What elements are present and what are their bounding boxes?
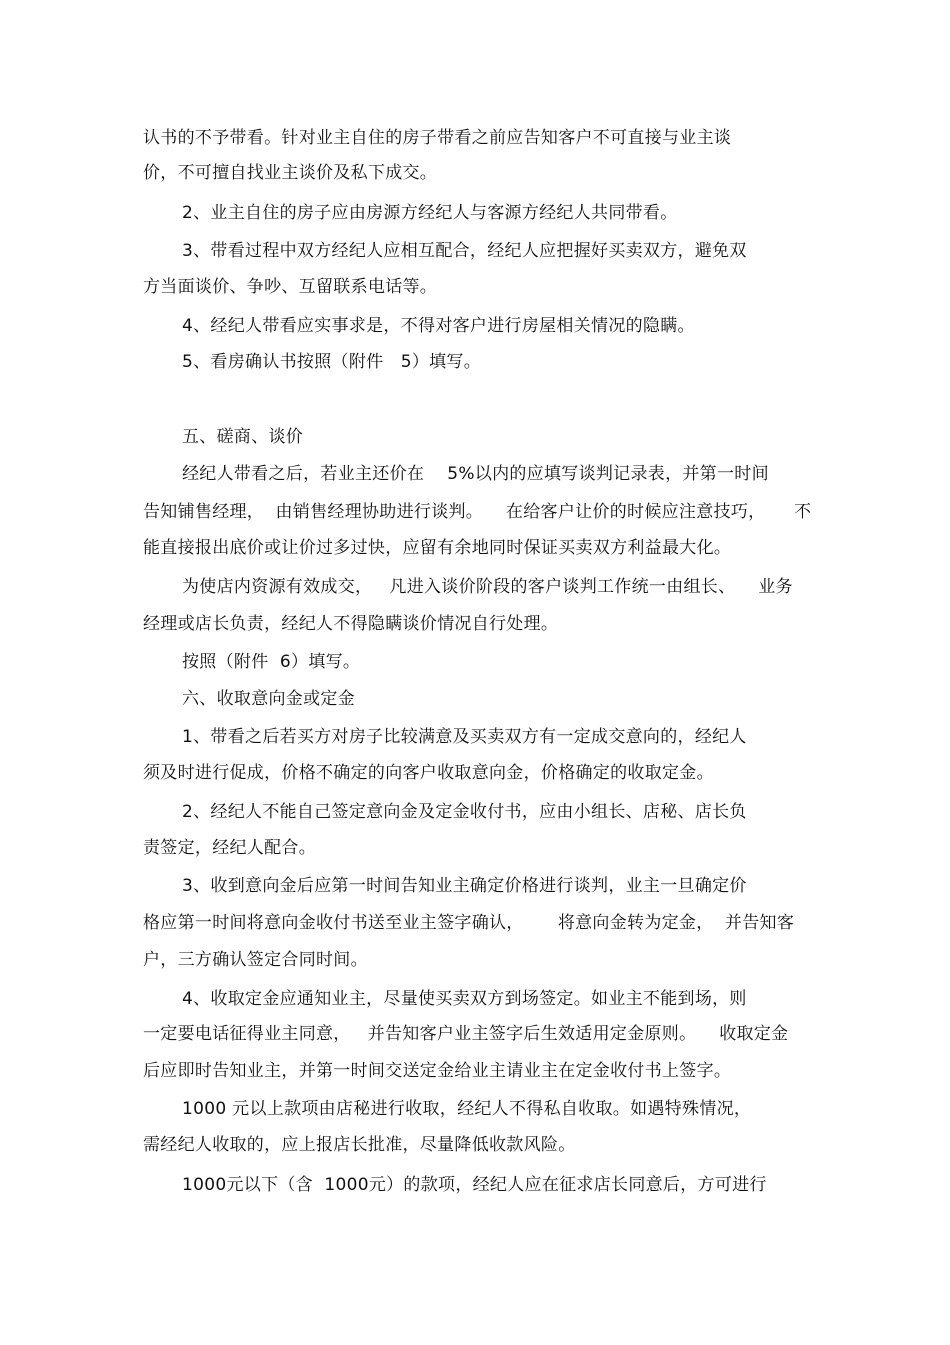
text-line-17: 须及时进行促成，价格不确定的向客户收取意向金，价格确定的收取定金。 xyxy=(143,763,714,783)
text-line-1: 认书的不予带看。针对业主自住的房子带看之前应告知客户不可直接与业主谈 xyxy=(143,128,732,148)
text-line-21: 格应第一时间将意向金收付书送至业主签字确认， 将意向金转为定金， 并告知客 xyxy=(143,913,795,933)
text-line-14: 按照（附件 6）填写。 xyxy=(182,652,361,672)
text-line-3: 2、业主自住的房子应由房源方经纪人与客源方经纪人共同带看。 xyxy=(182,203,678,223)
section-heading-6: 六、收取意向金或定金 xyxy=(182,689,355,709)
text-line-5: 方当面谈价、争吵、互留联系电话等。 xyxy=(143,277,438,297)
section-heading-5: 五、磋商、谈价 xyxy=(182,427,304,447)
text-line-2: 价，不可擅自找业主谈价及私下成交。 xyxy=(143,163,438,183)
text-line-9: 经纪人带看之后，若业主还价在 5%以内的应填写谈判记录表，并第一时间 xyxy=(182,464,769,484)
text-line-22: 户，三方确认签定合同时间。 xyxy=(143,950,368,970)
text-line-4: 3、带看过程中双方经纪人应相互配合，经纪人应把握好买卖双方，避免双 xyxy=(182,241,747,261)
text-line-27: 需经纪人收取的，应上报店长批准，尽量降低收款风险。 xyxy=(143,1135,576,1155)
text-line-23: 4、收取定金应通知业主，尽量使买卖双方到场签定。如业主不能到场，则 xyxy=(182,989,747,1009)
text-line-7: 5、看房确认书按照（附件 5）填写。 xyxy=(182,352,482,372)
text-line-24: 一定要电话征得业主同意， 并告知客户业主签字后生效适用定金原则。 收取定金 xyxy=(143,1024,789,1044)
text-line-25: 后应即时告知业主，并第一时间交送定金给业主请业主在定金收付书上签字。 xyxy=(143,1061,732,1081)
text-line-26: 1000 元以上款项由店秘进行收取，经纪人不得私自收取。如遇特殊情况， xyxy=(182,1099,752,1119)
text-line-16: 1、带看之后若买方对房子比较满意及买卖双方有一定成交意向的，经纪人 xyxy=(182,727,747,747)
text-line-10: 告知铺售经理， 由销售经理协助进行谈判。 在给客户让价的时候应注意技巧， 不 xyxy=(143,502,812,522)
text-line-19: 责签定，经纪人配合。 xyxy=(143,838,316,858)
text-line-13: 经理或店长负责，经纪人不得隐瞒谈价情况自行处理。 xyxy=(143,614,559,634)
text-line-20: 3、收到意向金后应第一时间告知业主确定价格进行谈判，业主一旦确定价 xyxy=(182,876,747,896)
text-line-28: 1000元以下（含 1000元）的款项，经纪人应在征求店长同意后，方可进行 xyxy=(182,1175,767,1195)
text-line-18: 2、经纪人不能自己签定意向金及定金收付书，应由小组长、店秘、店长负 xyxy=(182,802,747,822)
text-line-11: 能直接报出底价或让价过多过快，应留有余地同时保证买卖双方利益最大化。 xyxy=(143,538,732,558)
text-line-6: 4、经纪人带看应实事求是，不得对客户进行房屋相关情况的隐瞒。 xyxy=(182,316,695,336)
text-line-12: 为使店内资源有效成交， 凡进入谈价阶段的客户谈判工作统一由组长、 业务 xyxy=(182,577,793,597)
